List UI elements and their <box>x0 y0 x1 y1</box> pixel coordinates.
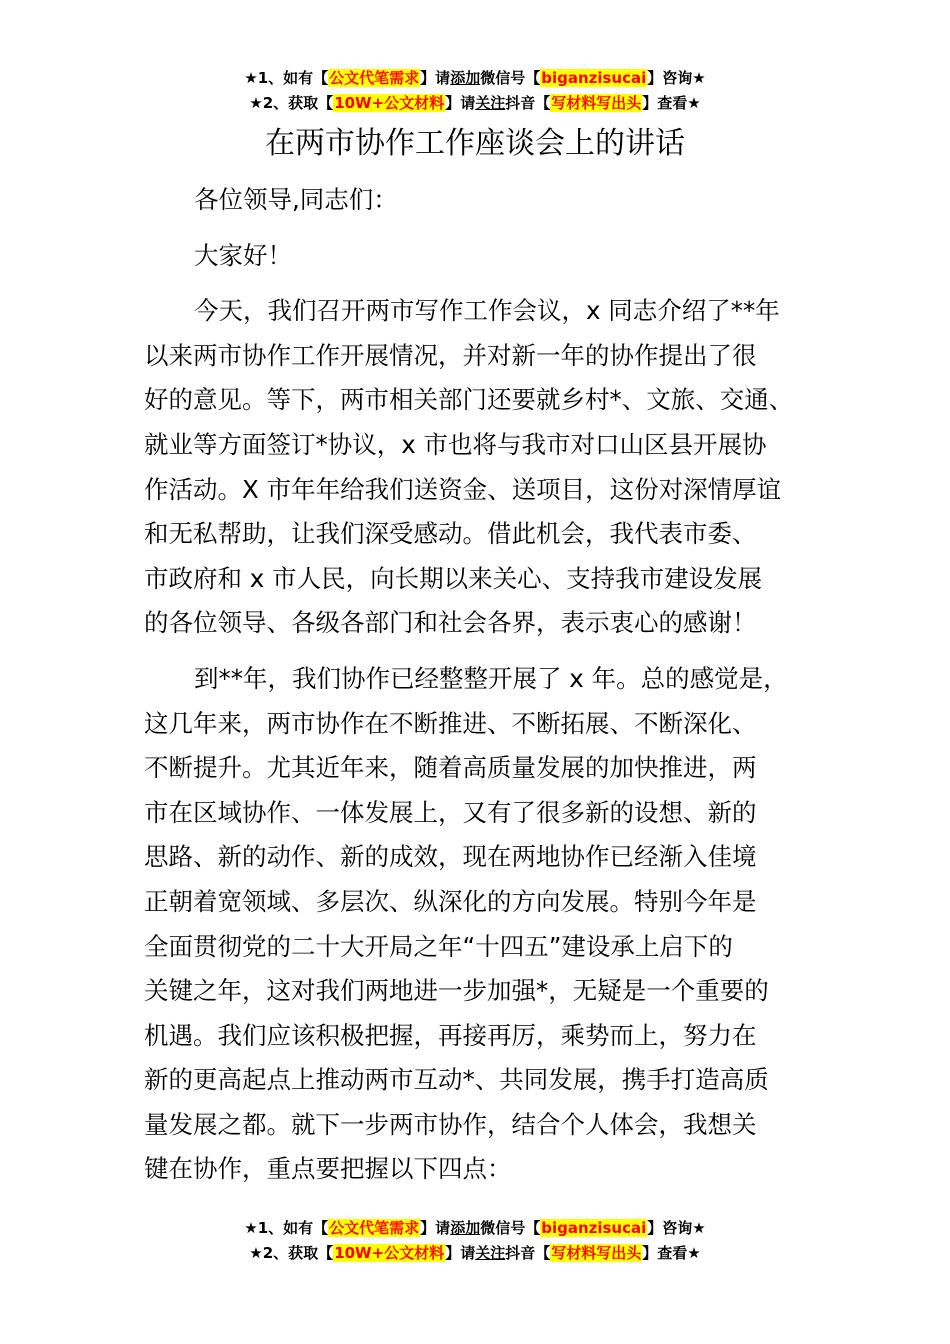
footer-banner <box>0 1216 950 1266</box>
banner-highlight: 10W+公文材料 <box>334 94 445 112</box>
banner-text: 】咨询★ <box>647 1219 706 1237</box>
banner-text: 】查看★ <box>642 1244 701 1262</box>
banner-text: 】请 <box>420 69 451 87</box>
banner-text: ★2、获取【 <box>249 1244 334 1262</box>
text-line: 键在协作，重点要把握以下四点： <box>144 1154 512 1184</box>
text-line: 今天，我们召开两市写作工作会议，x 同志介绍了**年 <box>194 296 780 326</box>
banner-underlined: 添加 <box>450 1219 481 1237</box>
text-line: 新的更高起点上推动两市互动*、共同发展，携手打造高质 <box>144 1065 769 1095</box>
paragraph <box>144 657 834 1192</box>
banner-text: 】咨询★ <box>647 69 706 87</box>
banner-line-2 <box>0 1241 950 1266</box>
banner-line-1 <box>0 1216 950 1241</box>
banner-text: 】请 <box>445 94 476 112</box>
banner-text: 】请 <box>420 1219 451 1237</box>
banner-highlight: 公文代笔需求 <box>329 69 420 87</box>
banner-text: 】请 <box>445 1244 476 1262</box>
text-line: 正朝着宽领域、多层次、纵深化的方向发展。特别今年是 <box>144 886 757 916</box>
text-line: 以来两市协作工作开展情况，并对新一年的协作提出了很 <box>144 340 757 370</box>
document-title: 在两市协作工作座谈会上的讲话 <box>265 126 685 161</box>
header-banner <box>0 66 950 116</box>
text-line: 好的意见。等下，两市相关部门还要就乡村*、文旅、交通、 <box>144 385 794 415</box>
banner-highlight: biganzisucai <box>541 69 647 87</box>
document-body <box>144 178 834 1203</box>
banner-highlight: biganzisucai <box>541 1219 647 1237</box>
banner-underlined: 添加 <box>450 69 481 87</box>
text-line: 这几年来，两市协作在不断推进、不断拓展、不断深化、 <box>144 708 757 738</box>
banner-text: 微信号【 <box>480 69 541 87</box>
banner-underlined: 关注 <box>475 94 506 112</box>
banner-text: ★1、如有【 <box>244 69 329 87</box>
text-line: 的各位领导、各级各部门和社会各界，表示衷心的感谢！ <box>144 608 757 638</box>
banner-highlight: 写材料写出头 <box>551 1244 642 1262</box>
banner-highlight: 公文代笔需求 <box>329 1219 420 1237</box>
text-line: 到**年，我们协作已经整整开展了 x 年。总的感觉是， <box>194 663 788 693</box>
greeting-line: 各位领导,同志们： <box>194 185 398 214</box>
banner-line-2 <box>0 91 950 116</box>
text-line: 市在区域协作、一体发展上，又有了很多新的设想、新的 <box>144 797 757 827</box>
text-line: 市政府和 x 市人民，向长期以来关心、支持我市建设发展 <box>144 563 763 593</box>
banner-highlight: 写材料写出头 <box>551 94 642 112</box>
banner-text: 微信号【 <box>480 1219 541 1237</box>
banner-text: ★1、如有【 <box>244 1219 329 1237</box>
text-line: 作活动。X 市年年给我们送资金、送项目，这份对深情厚谊 <box>144 474 782 504</box>
banner-line-1 <box>0 66 950 91</box>
banner-text: 抖音【 <box>505 1244 551 1262</box>
text-line: 思路、新的动作、新的成效，现在两地协作已经渐入佳境 <box>144 842 757 872</box>
paragraph <box>144 289 834 646</box>
text-line: 和无私帮助，让我们深受感动。借此机会，我代表市委、 <box>144 519 757 549</box>
banner-text: 】查看★ <box>642 94 701 112</box>
banner-underlined: 关注 <box>475 1244 506 1262</box>
text-line: 关键之年，这对我们两地进一步加强*，无疑是一个重要的 <box>144 976 769 1006</box>
banner-text: ★2、获取【 <box>249 94 334 112</box>
text-line: 量发展之都。就下一步两市协作，结合个人体会，我想关 <box>144 1109 757 1139</box>
text-line: 机遇。我们应该积极把握，再接再厉，乘势而上，努力在 <box>144 1020 757 1050</box>
text-line: 全面贯彻党的二十大开局之年“十四五”建设承上启下的 <box>144 931 733 961</box>
banner-text: 抖音【 <box>505 94 551 112</box>
banner-highlight: 10W+公文材料 <box>334 1244 445 1262</box>
text-line: 不断提升。尤其近年来，随着高质量发展的加快推进，两 <box>144 753 757 783</box>
greeting-line: 大家好！ <box>194 240 292 270</box>
text-line: 就业等方面签订*协议，x 市也将与我市对口山区县开展协 <box>144 429 767 459</box>
